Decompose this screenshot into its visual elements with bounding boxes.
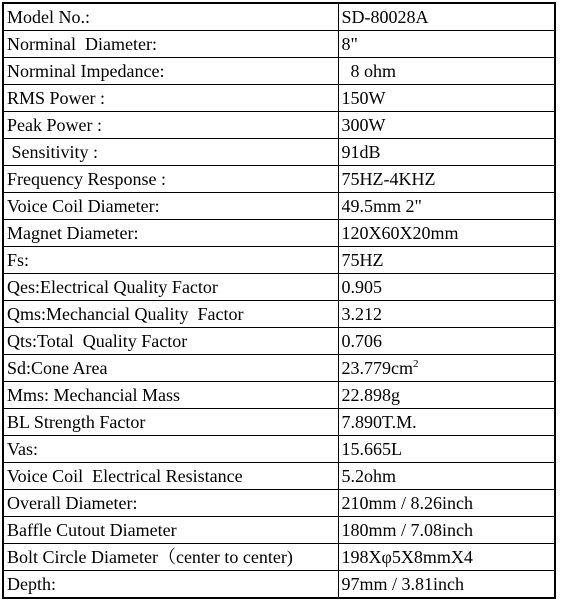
spec-label: Magnet Diameter: (3, 220, 338, 247)
spec-row-rms-power (3, 85, 555, 112)
spec-value: 210mm / 8.26inch (338, 490, 555, 517)
spec-value: 8 ohm (338, 58, 555, 85)
spec-value: 5.2ohm (338, 463, 555, 490)
spec-value: 8" (338, 31, 555, 58)
spec-value: 120X60X20mm (338, 220, 555, 247)
spec-row-qes (3, 274, 555, 301)
spec-value: 3.212 (338, 301, 555, 328)
spec-label: Norminal Impedance: (3, 58, 338, 85)
speaker-spec-table (2, 2, 556, 599)
spec-row-nominal-diameter (3, 31, 555, 58)
spec-value: SD-80028A (338, 3, 555, 31)
spec-value: 7.890T.M. (338, 409, 555, 436)
spec-label: Mms: Mechancial Mass (3, 382, 338, 409)
spec-label: Model No.: (3, 3, 338, 31)
spec-row-bl (3, 409, 555, 436)
spec-label: Vas: (3, 436, 338, 463)
spec-row-bolt-circle (3, 544, 555, 571)
spec-value: 15.665L (338, 436, 555, 463)
spec-value: 198Xφ5X8mmX4 (338, 544, 555, 571)
spec-value (338, 355, 555, 382)
spec-label: Frequency Response : (3, 166, 338, 193)
spec-value: 49.5mm 2" (338, 193, 555, 220)
spec-row-voice-coil-diameter (3, 193, 555, 220)
spec-row-depth (3, 571, 555, 599)
spec-row-voice-coil-resistance (3, 463, 555, 490)
spec-row-fs (3, 247, 555, 274)
spec-row-baffle-cutout (3, 517, 555, 544)
spec-row-magnet-diameter (3, 220, 555, 247)
squared-superscript: 2 (413, 358, 419, 370)
spec-label: Voice Coil Electrical Resistance (3, 463, 338, 490)
spec-label: Voice Coil Diameter: (3, 193, 338, 220)
spec-label: Fs: (3, 247, 338, 274)
spec-row-mms (3, 382, 555, 409)
spec-value-number: 23.779cm (341, 358, 413, 378)
spec-label: BL Strength Factor (3, 409, 338, 436)
spec-value: 300W (338, 112, 555, 139)
spec-label: Sensitivity : (3, 139, 338, 166)
spec-label: Sd:Cone Area (3, 355, 338, 382)
spec-row-sensitivity (3, 139, 555, 166)
spec-value: 22.898g (338, 382, 555, 409)
spec-label: RMS Power : (3, 85, 338, 112)
spec-value: 180mm / 7.08inch (338, 517, 555, 544)
spec-row-nominal-impedance (3, 58, 555, 85)
spec-row-frequency-response (3, 166, 555, 193)
spec-value: 150W (338, 85, 555, 112)
spec-row-qts (3, 328, 555, 355)
spec-label: Baffle Cutout Diameter (3, 517, 338, 544)
spec-label: Depth: (3, 571, 338, 599)
spec-row-cone-area (3, 355, 555, 382)
spec-row-overall-diameter (3, 490, 555, 517)
spec-label: Qes:Electrical Quality Factor (3, 274, 338, 301)
spec-label: Qms:Mechancial Quality Factor (3, 301, 338, 328)
spec-value: 75HZ (338, 247, 555, 274)
spec-label: Bolt Circle Diameter（center to center) (3, 544, 338, 571)
spec-row-model (3, 3, 555, 31)
spec-label: Peak Power : (3, 112, 338, 139)
spec-value: 0.905 (338, 274, 555, 301)
spec-row-peak-power (3, 112, 555, 139)
spec-value: 91dB (338, 139, 555, 166)
spec-row-vas (3, 436, 555, 463)
spec-label: Qts:Total Quality Factor (3, 328, 338, 355)
spec-value: 75HZ-4KHZ (338, 166, 555, 193)
spec-row-qms (3, 301, 555, 328)
spec-label: Norminal Diameter: (3, 31, 338, 58)
spec-value: 0.706 (338, 328, 555, 355)
spec-value: 97mm / 3.81inch (338, 571, 555, 599)
spec-label: Overall Diameter: (3, 490, 338, 517)
